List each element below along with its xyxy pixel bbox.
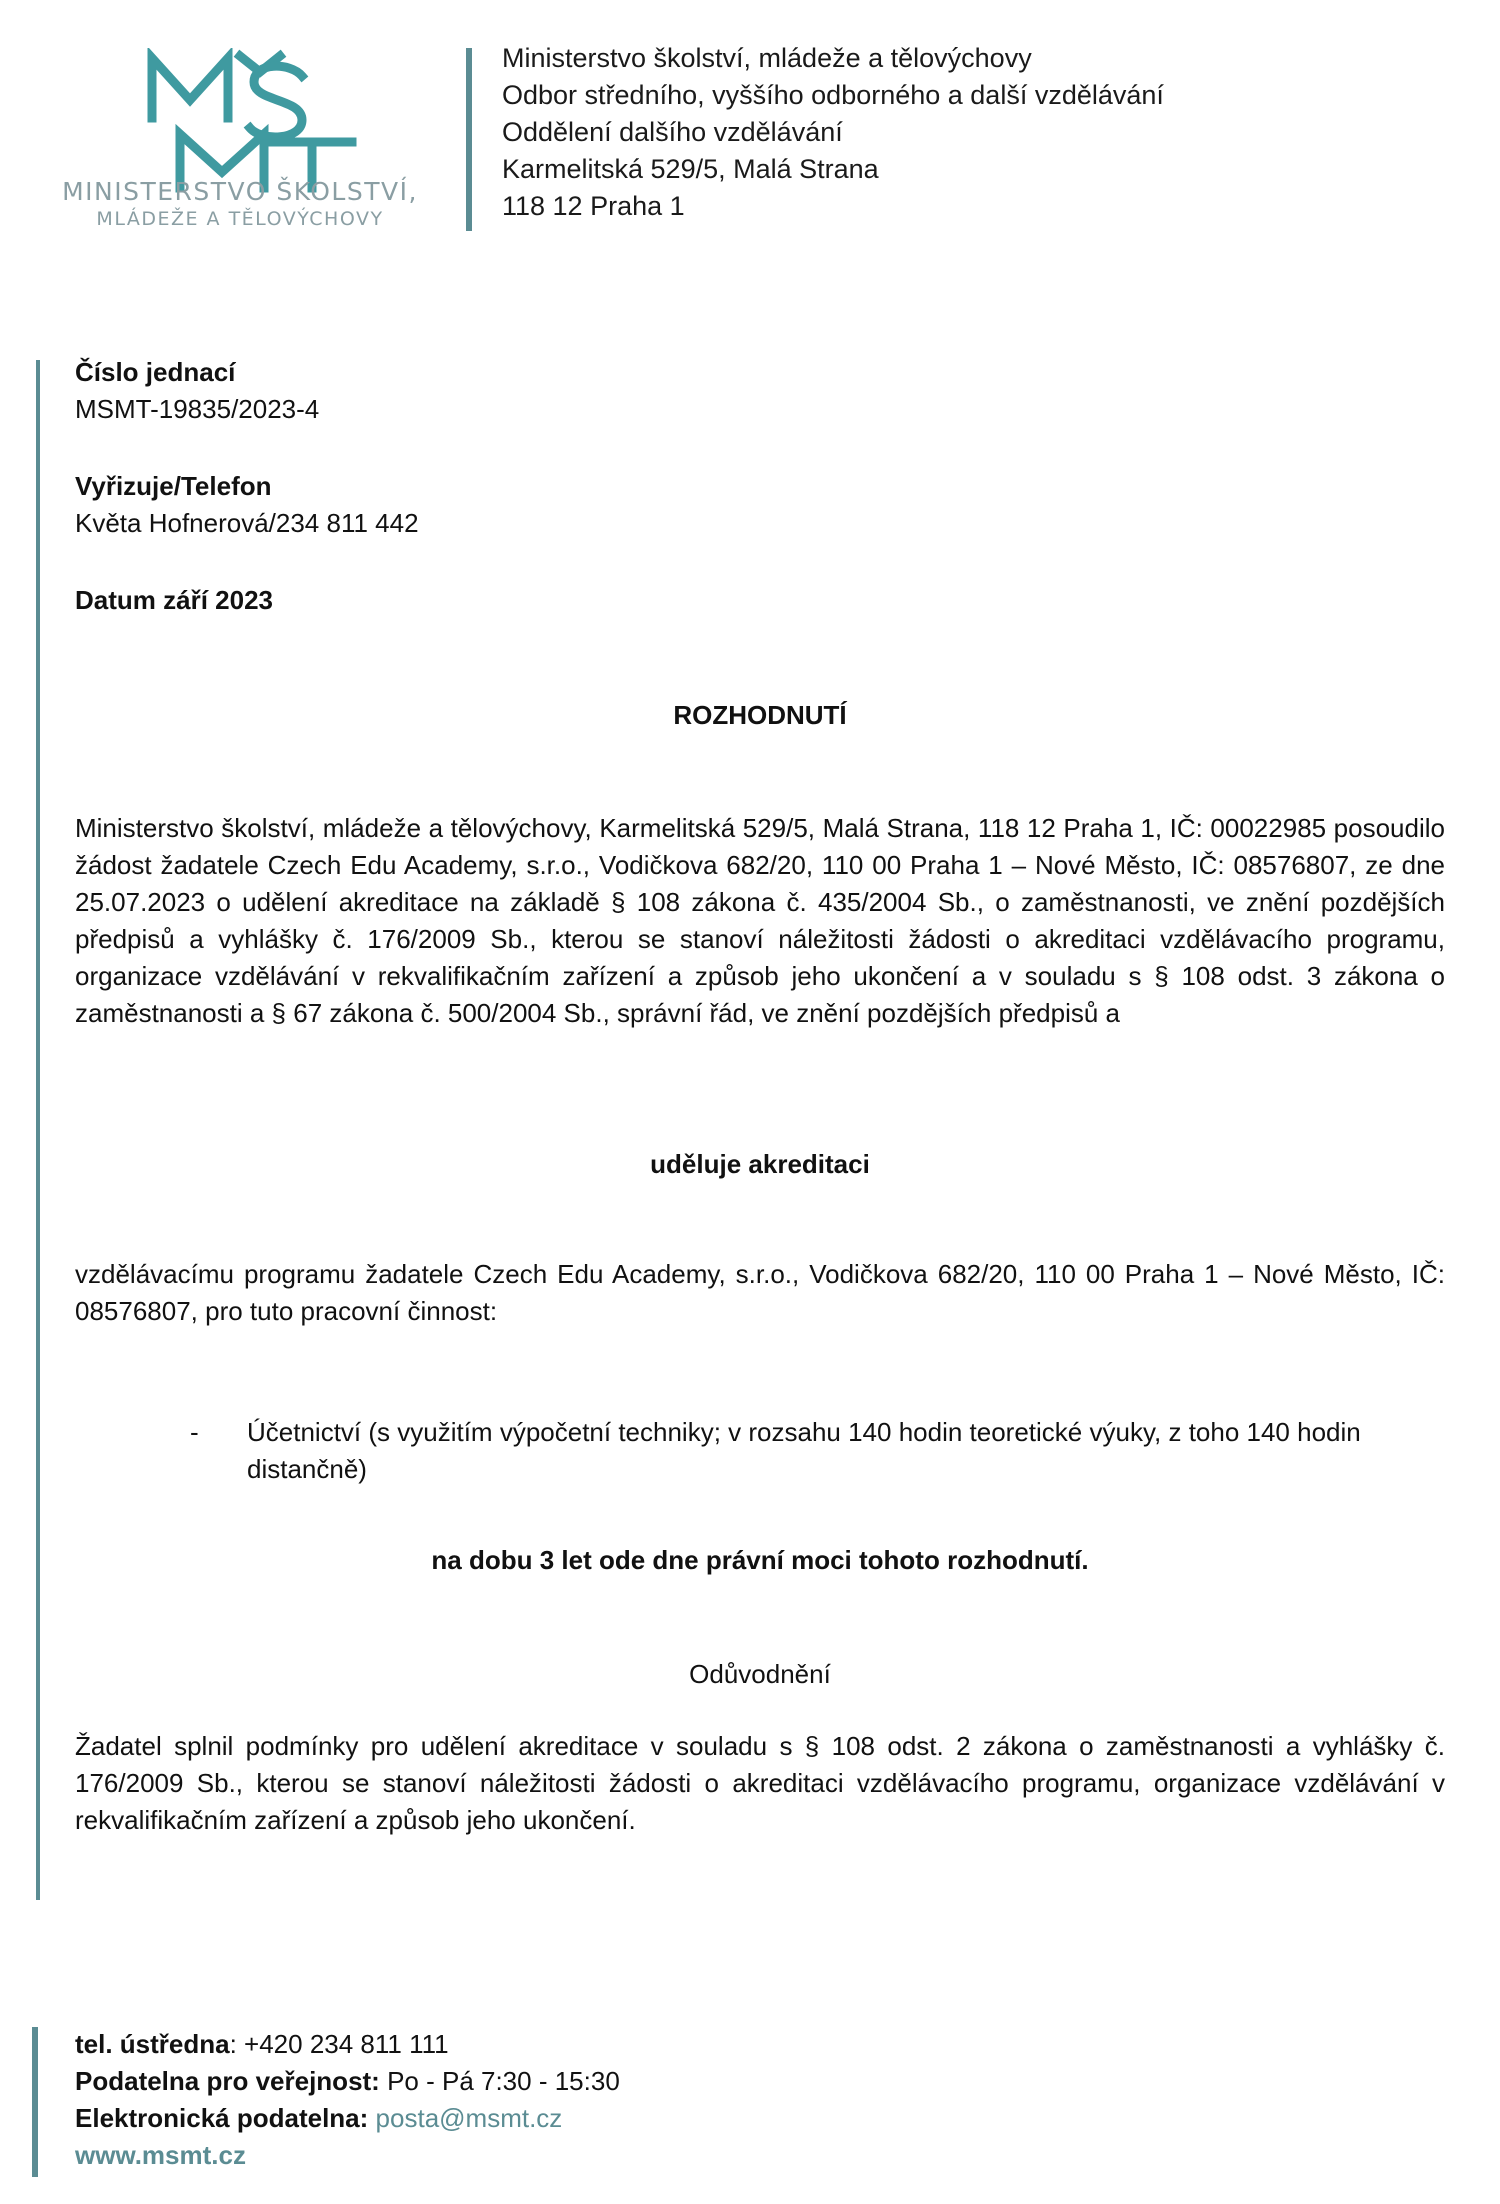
reference-number-block (75, 354, 319, 428)
contact-value: Květa Hofnerová/234 811 442 (75, 508, 419, 538)
phone-label: tel. ústředna (75, 2029, 230, 2059)
content-left-rule (36, 360, 40, 1900)
footer-eregistry-line (75, 2100, 620, 2137)
intro-paragraph: Ministerstvo školství, mládeže a tělovýchovy, Karmelitská 529/5, Malá Strana, 118 12 Praha 1, IČ: 00022985 posoudilo žádost žadatele Czech Edu Academy, s.r.o., Vodičkova 682/20, 110 00 Praha 1 – Nové Město, IČ: 08576807, ze dne 25.07.2023 o udělení akreditace na základě § 108 zákona č. 435/2004 Sb., o zaměstnanosti, ve znění pozdějších předpisů a vyhlášky č. 176/2009 Sb., kterou se stanoví náležitosti žádosti o akreditaci vzdělávacího programu, organizace vzdělávání v rekvalifikačním zařízení a způsob jeho ukončení a v souladu s § 108 odst. 3 zákona o zaměstnanosti a § 67 zákona č. 500/2004 Sb., správní řád, ve znění pozdějších předpisů a (75, 813, 1445, 1028)
address-line: Odbor středního, vyššího odborného a další vzdělávání (502, 80, 1164, 110)
activity-text: Účetnictví (s využitím výpočetní techniky; v rozsahu 140 hodin teoretické výuky, z toho 140 hodin distančně) (247, 1417, 1361, 1484)
logo-text-line1: MINISTERSTVO ŠKOLSTVÍ, (62, 177, 418, 206)
grant-heading: uděluje akreditaci (650, 1149, 870, 1179)
footer-website-line (75, 2137, 620, 2174)
date-label: Datum září 2023 (75, 585, 273, 615)
header-divider (466, 48, 472, 231)
duration-statement: na dobu 3 let ode dne právní moci tohoto rozhodnutí. (431, 1545, 1089, 1575)
program-paragraph: vzdělávacímu programu žadatele Czech Edu Academy, s.r.o., Vodičkova 682/20, 110 00 Praha 1 – Nové Město, IČ: 08576807, pro tuto pracovní činnost: (75, 1259, 1445, 1326)
eregistry-label: Elektronická podatelna: (75, 2103, 369, 2133)
logo-text-line2: MLÁDEŽE A TĚLOVÝCHOVY (96, 208, 384, 230)
address-line: Ministerstvo školství, mládeže a tělovýchovy (502, 43, 1032, 73)
reasoning-heading: Odůvodnění (689, 1659, 831, 1689)
reference-number-label: Číslo jednací (75, 357, 236, 387)
footer-contacts (75, 2026, 620, 2174)
phone-value: : +420 234 811 111 (229, 2029, 449, 2059)
reference-number-value: MSMT-19835/2023-4 (75, 394, 320, 424)
registry-label: Podatelna pro veřejnost: (75, 2066, 380, 2096)
website-link[interactable]: www.msmt.cz (75, 2140, 246, 2170)
date-block (75, 582, 273, 619)
contact-block (75, 468, 419, 542)
footer-registry-line (75, 2063, 620, 2100)
footer-left-rule (32, 2027, 38, 2177)
address-line: Oddělení dalšího vzdělávání (502, 117, 843, 147)
logo-monogram (152, 56, 352, 188)
reasoning-paragraph: Žadatel splnil podmínky pro udělení akreditace v souladu s § 108 odst. 2 zákona o zaměstnanosti a vyhlášky č. 176/2009 Sb., kterou se stanoví náležitosti žádosti o akreditaci vzdělávacího programu, organizace vzdělávání v rekvalifikačním zařízení a způsob jeho ukončení. (75, 1731, 1445, 1835)
contact-label: Vyřizuje/Telefon (75, 471, 272, 501)
list-dash: - (190, 1417, 199, 1447)
sender-address (502, 40, 1164, 225)
ministry-logo (40, 48, 440, 238)
address-line: Karmelitská 529/5, Malá Strana (502, 154, 879, 184)
address-line: 118 12 Praha 1 (502, 191, 685, 221)
registry-hours: Po - Pá 7:30 - 15:30 (379, 2066, 620, 2096)
footer-phone-line (75, 2026, 620, 2063)
decision-title: ROZHODNUTÍ (673, 700, 847, 730)
email-link[interactable]: posta@msmt.cz (375, 2103, 563, 2133)
